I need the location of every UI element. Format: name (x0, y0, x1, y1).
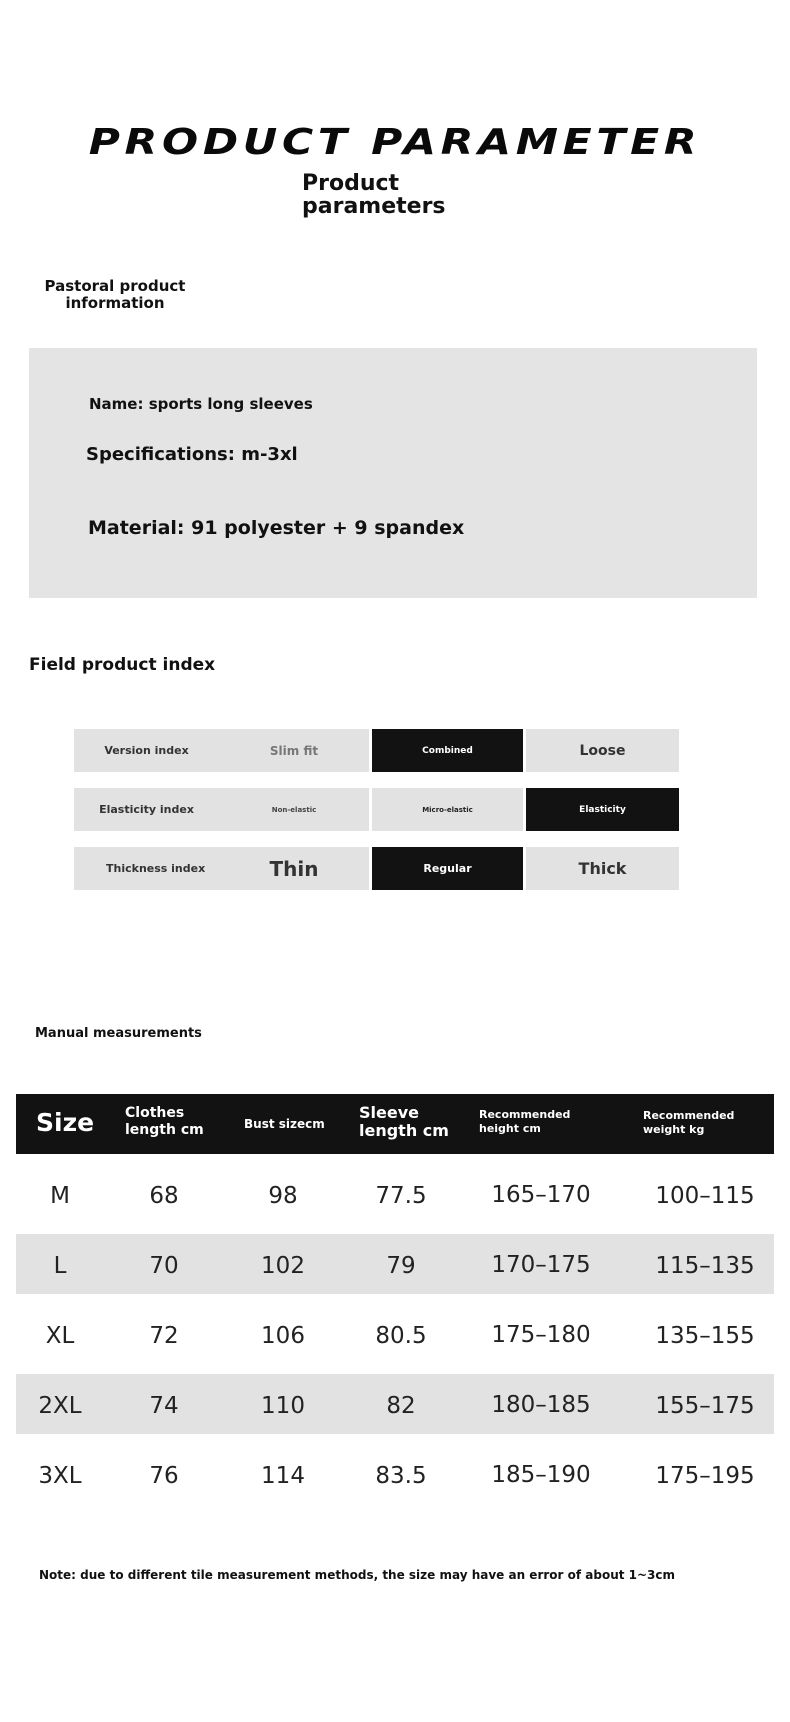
header-recommended-height: Recommended height cm (479, 1108, 571, 1135)
cell-size: L (53, 1253, 67, 1279)
cell-height: 185–190 (491, 1462, 591, 1488)
info-material: Material: 91 polyester + 9 spandex (88, 517, 465, 539)
cell-height: 170–175 (491, 1252, 591, 1278)
cell-size: 2XL (38, 1393, 82, 1419)
info-name: Name: sports long sleeves (89, 395, 313, 413)
cell-height: 180–185 (491, 1392, 591, 1418)
measurement-note: Note: due to different tile measurement methods, the size may have an error of about 1~3cm (39, 1568, 676, 1582)
index-row-label: Elasticity index (74, 788, 219, 831)
cell-weight: 155–175 (655, 1393, 755, 1419)
index-section-label: Field product index (29, 655, 216, 675)
cell-weight: 175–195 (655, 1463, 755, 1489)
index-option: Thick (526, 847, 679, 890)
index-option-selected: Regular (372, 847, 523, 890)
cell-sleeve: 82 (386, 1393, 416, 1419)
cell-bust: 110 (261, 1393, 305, 1419)
cell-bust: 106 (261, 1323, 305, 1349)
cell-clothes-length: 74 (149, 1393, 179, 1419)
cell-clothes-length: 72 (149, 1323, 179, 1349)
size-table-header (16, 1094, 774, 1154)
cell-bust: 98 (268, 1183, 298, 1209)
cell-clothes-length: 76 (149, 1463, 179, 1489)
cell-bust: 114 (261, 1463, 305, 1489)
cell-size: XL (45, 1323, 75, 1349)
page-subtitle: Product parameters (302, 171, 446, 219)
info-section-label: Pastoral product information (44, 277, 186, 312)
info-specifications: Specifications: m-3xl (86, 444, 298, 465)
index-row-label: Thickness index (74, 847, 219, 890)
index-option: Non-elastic (219, 788, 369, 831)
cell-clothes-length: 70 (149, 1253, 179, 1279)
cell-height: 165–170 (491, 1182, 591, 1208)
cell-weight: 135–155 (655, 1323, 755, 1349)
cell-bust: 102 (261, 1253, 305, 1279)
index-option: Thin (219, 847, 369, 890)
header-clothes-length: Clothes length cm (125, 1105, 204, 1138)
cell-sleeve: 80.5 (375, 1323, 427, 1349)
index-option-selected: Elasticity (526, 788, 679, 831)
info-box (29, 348, 757, 598)
index-option-selected: Combined (372, 729, 523, 772)
cell-size: M (50, 1183, 70, 1209)
header-bust: Bust sizecm (244, 1117, 325, 1131)
index-option: Loose (526, 729, 679, 772)
header-size: Size (36, 1108, 95, 1137)
index-option: Micro-elastic (372, 788, 523, 831)
page-title: PRODUCT PARAMETER (88, 122, 702, 163)
cell-size: 3XL (38, 1463, 82, 1489)
cell-clothes-length: 68 (149, 1183, 179, 1209)
measure-section-label: Manual measurements (35, 1026, 202, 1041)
index-row-label: Version index (74, 729, 219, 772)
cell-weight: 115–135 (655, 1253, 755, 1279)
cell-sleeve: 83.5 (375, 1463, 427, 1489)
header-recommended-weight: Recommended weight kg (643, 1109, 735, 1136)
cell-sleeve: 79 (386, 1253, 416, 1279)
cell-weight: 100–115 (655, 1183, 755, 1209)
index-option: Slim fit (219, 729, 369, 772)
cell-height: 175–180 (491, 1322, 591, 1348)
cell-sleeve: 77.5 (375, 1183, 427, 1209)
header-sleeve-length: Sleeve length cm (359, 1103, 449, 1140)
